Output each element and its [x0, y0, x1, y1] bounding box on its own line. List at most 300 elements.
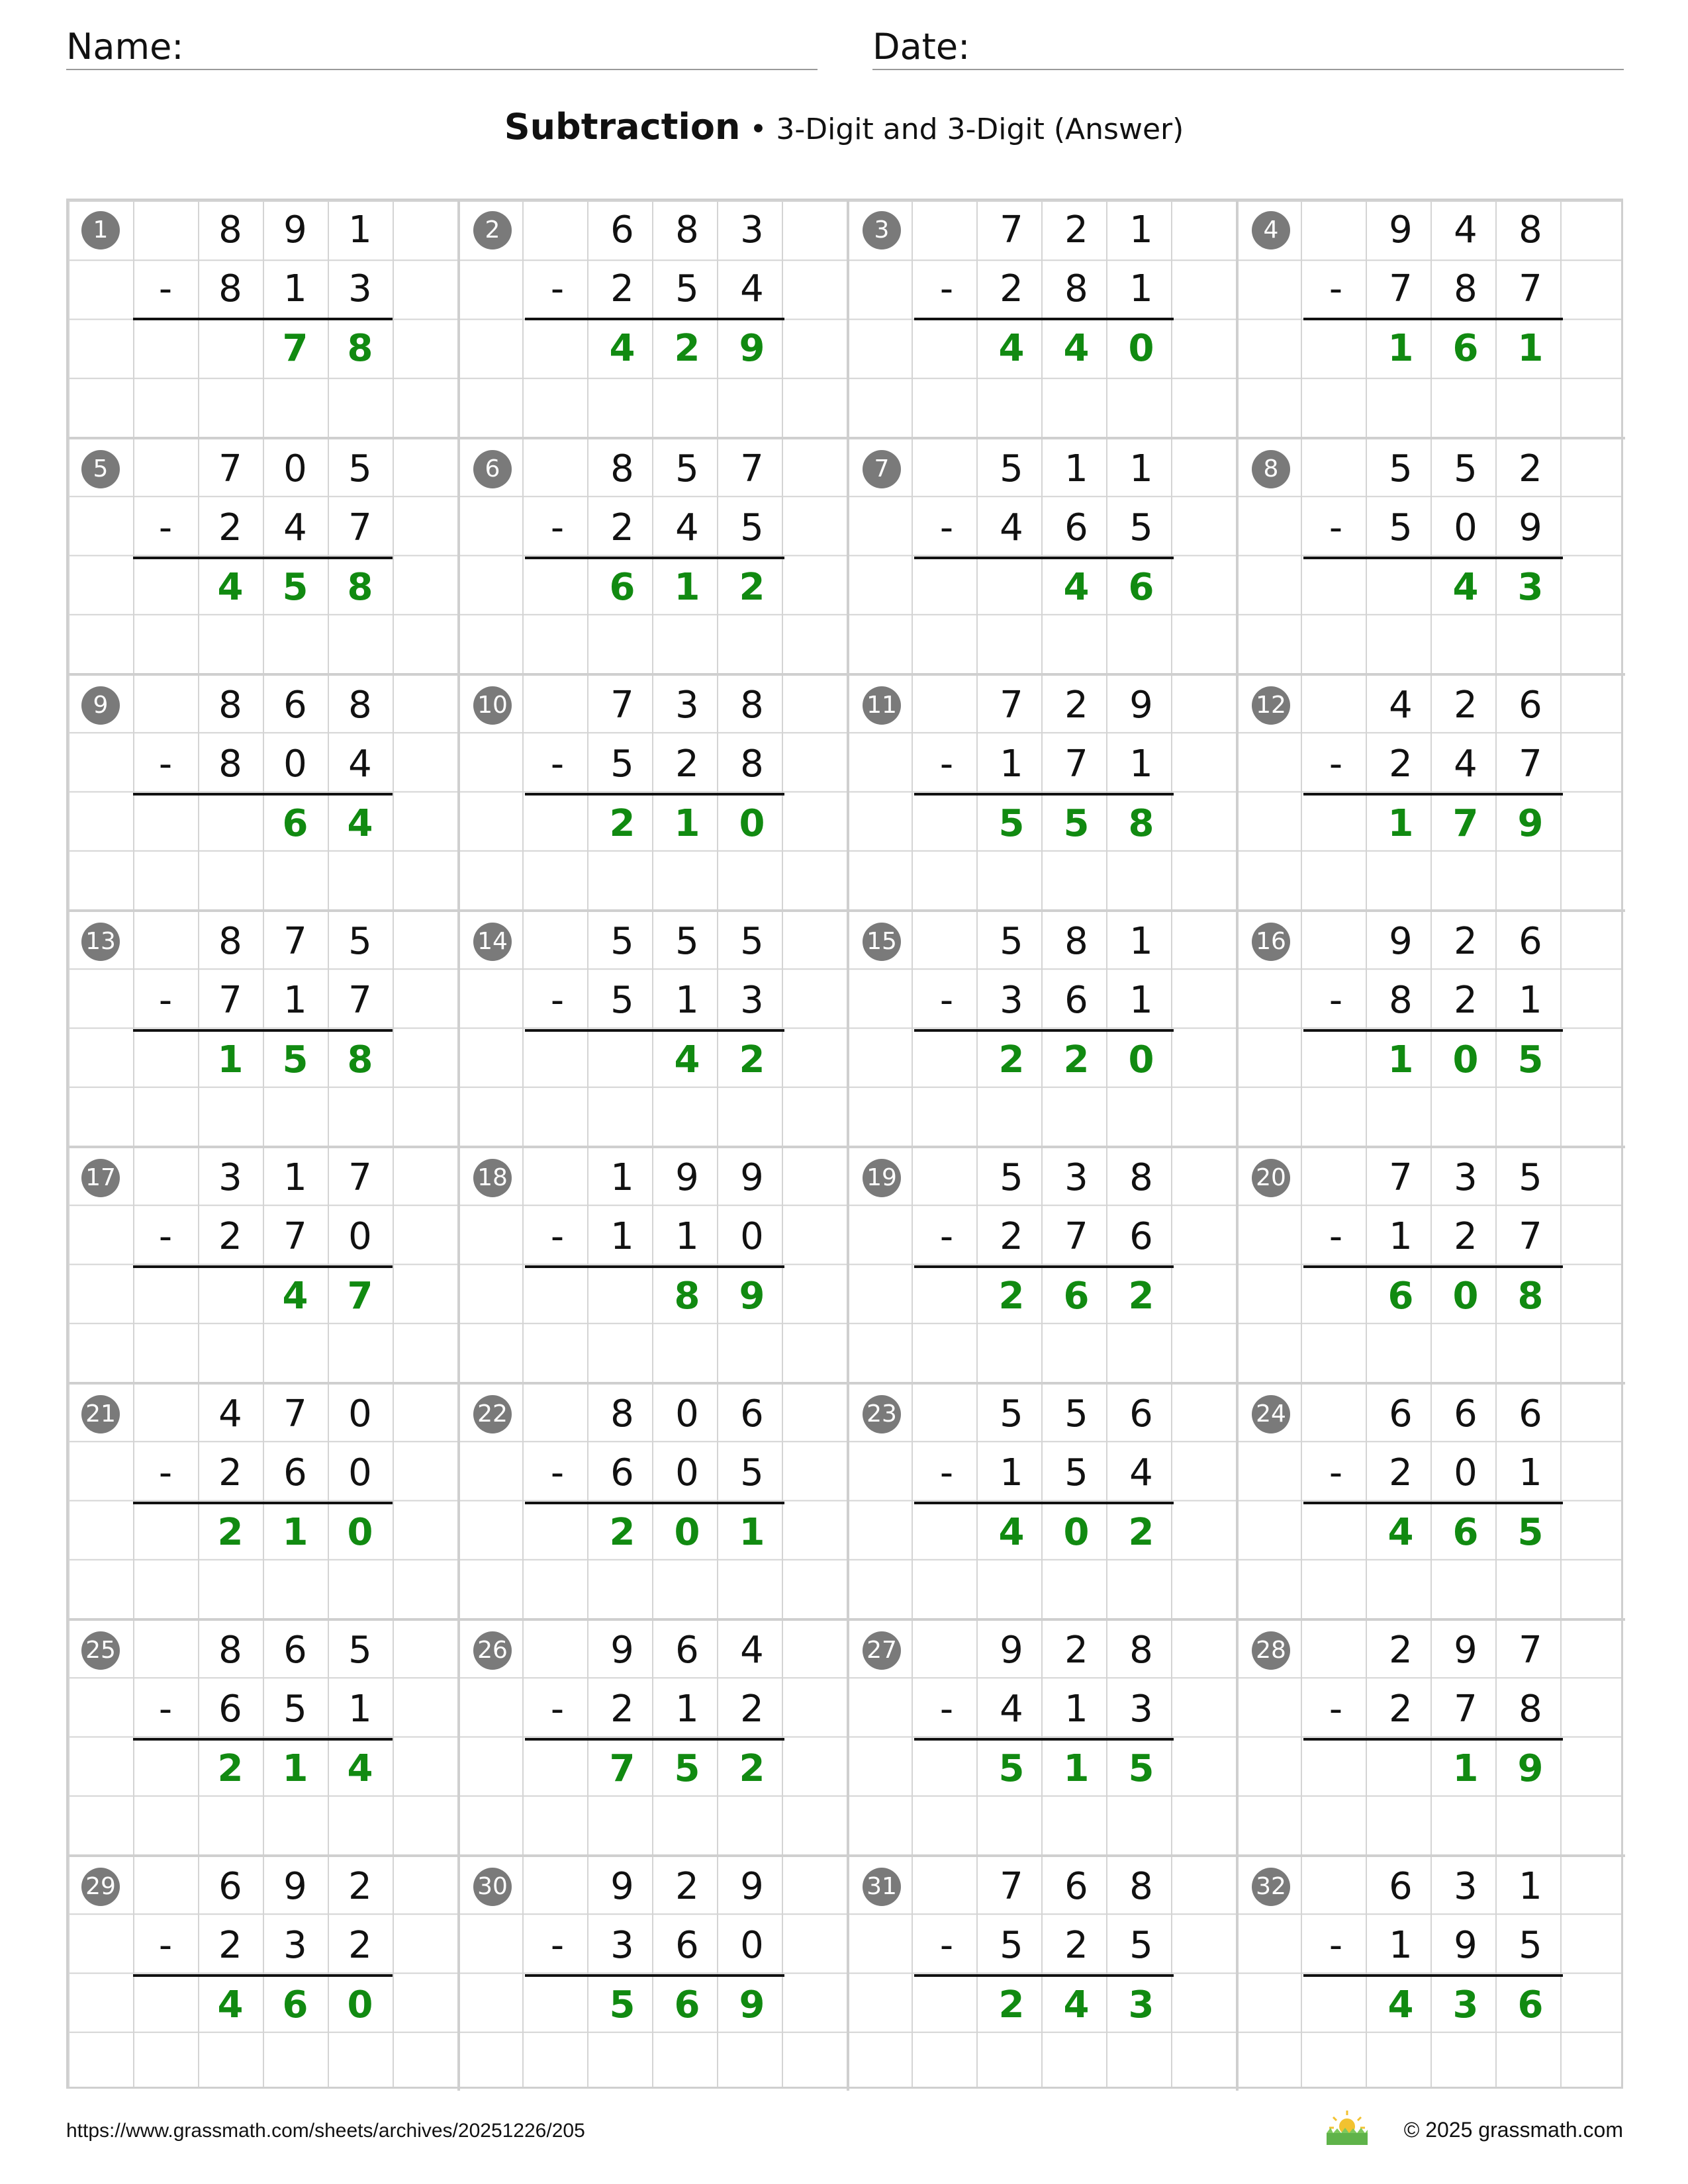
answer-digit: 0: [1452, 1038, 1479, 1081]
subtrahend-digit: 8: [1454, 267, 1477, 311]
answer-digit: 5: [1517, 1510, 1544, 1554]
subtrahend-digit: 7: [1519, 267, 1542, 311]
answer-rule: [133, 557, 393, 559]
minus-sign: -: [939, 1215, 954, 1259]
answer-digit: 1: [1387, 801, 1414, 845]
minuend-digit: 4: [218, 1392, 242, 1435]
answer-rule: [525, 1265, 784, 1268]
minuend-digit: 2: [1454, 920, 1477, 963]
subtrahend-digit: 2: [610, 506, 634, 550]
answer-digit: 8: [674, 1274, 700, 1318]
subtrahend-digit: 8: [1519, 1688, 1542, 1731]
subtrahend-digit: 5: [1389, 506, 1413, 550]
answer-digit: 1: [1063, 1747, 1090, 1790]
minuend-digit: 6: [1129, 1392, 1153, 1435]
subtrahend-digit: 2: [348, 1924, 372, 1968]
problem-block: [847, 437, 1236, 673]
minuend-digit: 6: [1519, 684, 1542, 727]
subtrahend-digit: 4: [1454, 743, 1477, 786]
answer-rule: [133, 1502, 393, 1504]
answer-rule: [525, 793, 784, 796]
minuend-digit: 2: [1064, 208, 1088, 251]
answer-rule: [525, 1029, 784, 1032]
subtrahend-digit: 0: [675, 1451, 699, 1495]
footer-url[interactable]: https://www.grassmath.com/sheets/archives/20251226/205: [66, 2120, 585, 2142]
subtrahend-digit: 3: [610, 1924, 634, 1968]
minuend-digit: 8: [1519, 208, 1542, 251]
minuend-digit: 5: [1000, 447, 1023, 490]
subtrahend-digit: 8: [218, 743, 242, 786]
answer-digit: 1: [1387, 326, 1414, 370]
minuend-digit: 9: [610, 1865, 634, 1908]
problem-block: [1236, 1854, 1625, 2091]
answer-digit: 9: [1517, 1747, 1544, 1790]
answer-digit: 2: [609, 801, 635, 845]
subtrahend-digit: 8: [1389, 979, 1413, 1023]
minuend-digit: 8: [1129, 1865, 1153, 1908]
worksheet-title: [0, 106, 1688, 148]
problem-block: [847, 1146, 1236, 1382]
answer-rule: [525, 1502, 784, 1504]
subtrahend-digit: 2: [610, 1688, 634, 1731]
minuend-digit: 9: [1389, 920, 1413, 963]
minuend-digit: 1: [1064, 447, 1088, 490]
subtrahend-digit: 7: [348, 506, 372, 550]
answer-digit: 4: [347, 1747, 373, 1790]
subtrahend-digit: 6: [1064, 979, 1088, 1023]
subtrahend-digit: 8: [1064, 267, 1088, 311]
subtrahend-digit: 9: [1519, 506, 1542, 550]
problem-block: [847, 673, 1236, 909]
minuend-digit: 7: [610, 684, 634, 727]
minus-sign: -: [1329, 1451, 1343, 1495]
answer-rule: [1303, 1502, 1563, 1504]
minus-sign: -: [939, 506, 954, 550]
answer-digit: 9: [739, 1274, 765, 1318]
answer-digit: 3: [1128, 1983, 1154, 2026]
minuend-digit: 7: [348, 1156, 372, 1199]
answer-digit: 7: [1452, 801, 1479, 845]
name-field[interactable]: [66, 25, 818, 70]
subtrahend-digit: 7: [1454, 1688, 1477, 1731]
minuend-digit: 5: [740, 920, 764, 963]
problem-block: [457, 1146, 847, 1382]
minus-sign: -: [158, 1688, 173, 1731]
problem-block: [1236, 1618, 1625, 1854]
subtrahend-digit: 5: [283, 1688, 307, 1731]
minuend-digit: 5: [1000, 1156, 1023, 1199]
subtrahend-digit: 1: [675, 1215, 699, 1259]
subtrahend-digit: 5: [675, 267, 699, 311]
minuend-digit: 7: [1000, 1865, 1023, 1908]
answer-digit: 5: [282, 1038, 308, 1081]
answer-rule: [1303, 1029, 1563, 1032]
answer-digit: 6: [1517, 1983, 1544, 2026]
answer-digit: 1: [282, 1747, 308, 1790]
answer-digit: 8: [347, 565, 373, 609]
answer-digit: 6: [282, 801, 308, 845]
answer-digit: 5: [674, 1747, 700, 1790]
problem-block: [457, 201, 847, 437]
minuend-digit: 0: [675, 1392, 699, 1435]
answer-digit: 1: [1452, 1747, 1479, 1790]
minus-sign: -: [1329, 267, 1343, 311]
minuend-digit: 5: [1000, 920, 1023, 963]
answer-digit: 2: [998, 1038, 1025, 1081]
subtrahend-digit: 4: [1129, 1451, 1153, 1495]
minuend-digit: 2: [1064, 684, 1088, 727]
minuend-digit: 6: [1519, 920, 1542, 963]
subtrahend-digit: 0: [348, 1451, 372, 1495]
answer-digit: 8: [1517, 1274, 1544, 1318]
problem-block: [1236, 1146, 1625, 1382]
minuend-digit: 9: [283, 1865, 307, 1908]
problem-block: [68, 1146, 457, 1382]
sun-over-grass-icon: [1324, 2108, 1370, 2148]
problem-number-badge: 22: [473, 1395, 512, 1433]
problem-number-badge: 24: [1252, 1395, 1290, 1433]
subtrahend-digit: 2: [1000, 267, 1023, 311]
problem-number-badge: 12: [1252, 686, 1290, 725]
subtrahend-digit: 5: [1519, 1924, 1542, 1968]
answer-rule: [1303, 557, 1563, 559]
answer-digit: 4: [1387, 1510, 1414, 1554]
minus-sign: -: [1329, 1688, 1343, 1731]
answer-digit: 6: [674, 1983, 700, 2026]
minuend-digit: 7: [283, 920, 307, 963]
answer-digit: 8: [347, 326, 373, 370]
minuend-digit: 7: [218, 447, 242, 490]
subtrahend-digit: 2: [675, 743, 699, 786]
answer-digit: 2: [739, 1747, 765, 1790]
minuend-digit: 1: [348, 208, 372, 251]
minuend-digit: 3: [1064, 1156, 1088, 1199]
minuend-digit: 6: [283, 684, 307, 727]
answer-digit: 4: [609, 326, 635, 370]
answer-digit: 6: [1387, 1274, 1414, 1318]
problem-block: [847, 1618, 1236, 1854]
problem-block: [68, 1618, 457, 1854]
answer-digit: 4: [998, 1510, 1025, 1554]
minuend-digit: 1: [1129, 920, 1153, 963]
minus-sign: -: [1329, 743, 1343, 786]
answer-digit: 6: [1452, 326, 1479, 370]
minuend-digit: 8: [675, 208, 699, 251]
answer-digit: 2: [217, 1747, 244, 1790]
minuend-digit: 5: [1389, 447, 1413, 490]
answer-digit: 3: [1517, 565, 1544, 609]
answer-digit: 2: [609, 1510, 635, 1554]
minuend-digit: 6: [610, 208, 634, 251]
minuend-digit: 7: [1000, 684, 1023, 727]
problem-block: [68, 1854, 457, 2091]
subtrahend-digit: 1: [1000, 1451, 1023, 1495]
minuend-digit: 5: [348, 920, 372, 963]
minuend-digit: 9: [1000, 1629, 1023, 1672]
minuend-digit: 8: [1129, 1629, 1153, 1672]
answer-digit: 4: [1063, 326, 1090, 370]
subtrahend-digit: 0: [1454, 506, 1477, 550]
subtrahend-digit: 1: [675, 979, 699, 1023]
minuend-digit: 5: [610, 920, 634, 963]
minuend-digit: 9: [740, 1156, 764, 1199]
problem-block: [457, 1382, 847, 1618]
minuend-digit: 5: [1064, 1392, 1088, 1435]
answer-digit: 4: [217, 1983, 244, 2026]
subtrahend-digit: 7: [1064, 743, 1088, 786]
footer-copyright: © 2025 grassmath.com: [1403, 2118, 1623, 2142]
answer-digit: 4: [217, 565, 244, 609]
subtrahend-digit: 2: [218, 1215, 242, 1259]
subtrahend-digit: 5: [1129, 1924, 1153, 1968]
subtrahend-digit: 6: [283, 1451, 307, 1495]
answer-digit: 0: [347, 1983, 373, 2026]
minuend-digit: 9: [1454, 1629, 1477, 1672]
answer-digit: 1: [1517, 326, 1544, 370]
subtrahend-digit: 2: [740, 1688, 764, 1731]
answer-rule: [914, 1974, 1174, 1977]
subtrahend-digit: 5: [1064, 1451, 1088, 1495]
minus-sign: -: [550, 1451, 565, 1495]
subtrahend-digit: 1: [1129, 267, 1153, 311]
answer-rule: [133, 1738, 393, 1741]
answer-rule: [525, 318, 784, 320]
answer-rule: [914, 793, 1174, 796]
answer-rule: [1303, 1974, 1563, 1977]
subtrahend-digit: 3: [740, 979, 764, 1023]
answer-digit: 8: [1128, 801, 1154, 845]
answer-rule: [1303, 793, 1563, 796]
answer-digit: 2: [1128, 1510, 1154, 1554]
answer-digit: 2: [998, 1983, 1025, 2026]
subtrahend-digit: 7: [1519, 1215, 1542, 1259]
answer-rule: [914, 1029, 1174, 1032]
answer-rule: [525, 1974, 784, 1977]
subtrahend-digit: 1: [1519, 1451, 1542, 1495]
title-subtitle: • 3-Digit and 3-Digit (Answer): [740, 113, 1184, 146]
answer-digit: 2: [1063, 1038, 1090, 1081]
minuend-digit: 7: [1389, 1156, 1413, 1199]
subtrahend-digit: 7: [1519, 743, 1542, 786]
subtrahend-digit: 6: [610, 1451, 634, 1495]
answer-digit: 6: [282, 1983, 308, 2026]
answer-digit: 2: [739, 1038, 765, 1081]
minuend-digit: 9: [740, 1865, 764, 1908]
subtrahend-digit: 1: [1389, 1924, 1413, 1968]
subtrahend-digit: 7: [1064, 1215, 1088, 1259]
answer-digit: 6: [1063, 1274, 1090, 1318]
answer-digit: 2: [739, 565, 765, 609]
answer-rule: [525, 1738, 784, 1741]
answer-digit: 3: [1452, 1983, 1479, 2026]
subtrahend-digit: 1: [1519, 979, 1542, 1023]
subtrahend-digit: 6: [218, 1688, 242, 1731]
problem-block: [68, 1382, 457, 1618]
minuend-digit: 5: [675, 920, 699, 963]
subtrahend-digit: 2: [218, 1924, 242, 1968]
answer-digit: 5: [282, 565, 308, 609]
subtrahend-digit: 1: [283, 979, 307, 1023]
date-field[interactable]: [872, 25, 1624, 70]
problem-number-badge: 21: [81, 1395, 120, 1433]
problem-number-badge: 2: [473, 211, 512, 250]
answer-digit: 6: [1128, 565, 1154, 609]
problem-block: [1236, 437, 1625, 673]
subtrahend-digit: 0: [283, 743, 307, 786]
minuend-digit: 1: [1129, 208, 1153, 251]
problem-number-badge: 28: [1252, 1631, 1290, 1670]
subtrahend-digit: 5: [1129, 506, 1153, 550]
minuend-digit: 6: [218, 1865, 242, 1908]
answer-rule: [914, 1502, 1174, 1504]
problem-block: [457, 437, 847, 673]
problem-number-badge: 17: [81, 1159, 120, 1197]
problem-block: [68, 673, 457, 909]
problem-block: [457, 1618, 847, 1854]
problem-number-badge: 11: [863, 686, 901, 725]
problem-number-badge: 25: [81, 1631, 120, 1670]
subtrahend-digit: 3: [283, 1924, 307, 1968]
minuend-digit: 5: [1000, 1392, 1023, 1435]
subtrahend-digit: 2: [218, 1451, 242, 1495]
minuend-digit: 7: [740, 447, 764, 490]
problem-number-badge: 20: [1252, 1159, 1290, 1197]
minus-sign: -: [550, 979, 565, 1023]
answer-rule: [133, 793, 393, 796]
problem-number-badge: 31: [863, 1868, 901, 1906]
subtrahend-digit: 0: [1454, 1451, 1477, 1495]
answer-digit: 2: [674, 326, 700, 370]
subtrahend-digit: 1: [348, 1688, 372, 1731]
subtrahend-digit: 6: [1129, 1215, 1153, 1259]
subtrahend-digit: 4: [283, 506, 307, 550]
answer-digit: 2: [1128, 1274, 1154, 1318]
subtrahend-digit: 1: [283, 267, 307, 311]
minus-sign: -: [158, 1924, 173, 1968]
answer-digit: 5: [1128, 1747, 1154, 1790]
subtrahend-digit: 1: [1064, 1688, 1088, 1731]
minuend-digit: 6: [283, 1629, 307, 1672]
subtrahend-digit: 2: [1389, 1451, 1413, 1495]
subtrahend-digit: 7: [1389, 267, 1413, 311]
minuend-digit: 6: [1519, 1392, 1542, 1435]
problem-block: [457, 909, 847, 1146]
problem-number-badge: 27: [863, 1631, 901, 1670]
problem-number-badge: 3: [863, 211, 901, 250]
answer-rule: [914, 1738, 1174, 1741]
minuend-digit: 8: [1064, 920, 1088, 963]
answer-digit: 0: [739, 801, 765, 845]
subtrahend-digit: 3: [1129, 1688, 1153, 1731]
minuend-digit: 5: [1519, 1156, 1542, 1199]
subtrahend-digit: 2: [218, 506, 242, 550]
answer-rule: [914, 557, 1174, 559]
minus-sign: -: [158, 743, 173, 786]
answer-digit: 6: [1452, 1510, 1479, 1554]
answer-digit: 2: [217, 1510, 244, 1554]
minuend-digit: 9: [1389, 208, 1413, 251]
subtrahend-digit: 4: [675, 506, 699, 550]
minuend-digit: 8: [218, 920, 242, 963]
minuend-digit: 1: [1129, 447, 1153, 490]
minus-sign: -: [550, 506, 565, 550]
minuend-digit: 2: [1519, 447, 1542, 490]
date-label: Date:: [872, 26, 970, 68]
minuend-digit: 3: [1454, 1156, 1477, 1199]
minuend-digit: 6: [1064, 1865, 1088, 1908]
answer-digit: 0: [674, 1510, 700, 1554]
answer-digit: 4: [282, 1274, 308, 1318]
answer-digit: 7: [282, 326, 308, 370]
minus-sign: -: [158, 267, 173, 311]
answer-digit: 9: [739, 1983, 765, 2026]
subtrahend-digit: 1: [1389, 1215, 1413, 1259]
problem-number-badge: 15: [863, 923, 901, 961]
answer-digit: 7: [609, 1747, 635, 1790]
problem-number-badge: 4: [1252, 211, 1290, 250]
answer-rule: [133, 1029, 393, 1032]
problem-number-badge: 6: [473, 450, 512, 488]
minus-sign: -: [158, 979, 173, 1023]
minuend-digit: 5: [1454, 447, 1477, 490]
title-main: Subtraction: [504, 106, 741, 148]
problem-block: [68, 909, 457, 1146]
minuend-digit: 4: [1389, 684, 1413, 727]
minuend-digit: 4: [1454, 208, 1477, 251]
problem-block: [457, 1854, 847, 2091]
minuend-digit: 5: [675, 447, 699, 490]
subtrahend-digit: 0: [348, 1215, 372, 1259]
minuend-digit: 2: [1454, 684, 1477, 727]
minus-sign: -: [550, 1924, 565, 1968]
subtrahend-digit: 5: [740, 1451, 764, 1495]
answer-rule: [914, 1265, 1174, 1268]
problem-block: [457, 673, 847, 909]
problem-block: [847, 909, 1236, 1146]
minuend-digit: 7: [283, 1392, 307, 1435]
minuend-digit: 8: [218, 1629, 242, 1672]
name-label: Name:: [66, 26, 184, 68]
minuend-digit: 7: [1519, 1629, 1542, 1672]
answer-rule: [133, 1974, 393, 1977]
problem-block: [1236, 909, 1625, 1146]
problem-number-badge: 14: [473, 923, 512, 961]
minuend-digit: 4: [740, 1629, 764, 1672]
subtrahend-digit: 5: [1000, 1924, 1023, 1968]
answer-rule: [914, 318, 1174, 320]
problem-number-badge: 7: [863, 450, 901, 488]
minuend-digit: 8: [740, 684, 764, 727]
problem-number-badge: 30: [473, 1868, 512, 1906]
subtrahend-digit: 7: [348, 979, 372, 1023]
problem-number-badge: 16: [1252, 923, 1290, 961]
answer-digit: 1: [674, 565, 700, 609]
minus-sign: -: [1329, 1215, 1343, 1259]
problem-number-badge: 19: [863, 1159, 901, 1197]
minuend-digit: 8: [348, 684, 372, 727]
minuend-digit: 3: [675, 684, 699, 727]
minuend-digit: 0: [348, 1392, 372, 1435]
subtrahend-digit: 4: [1000, 506, 1023, 550]
answer-digit: 2: [998, 1274, 1025, 1318]
minuend-digit: 8: [218, 684, 242, 727]
subtrahend-digit: 6: [1064, 506, 1088, 550]
problem-number-badge: 8: [1252, 450, 1290, 488]
problem-block: [1236, 1382, 1625, 1618]
answer-digit: 8: [347, 1038, 373, 1081]
subtrahend-digit: 2: [1000, 1215, 1023, 1259]
subtrahend-digit: 2: [610, 267, 634, 311]
